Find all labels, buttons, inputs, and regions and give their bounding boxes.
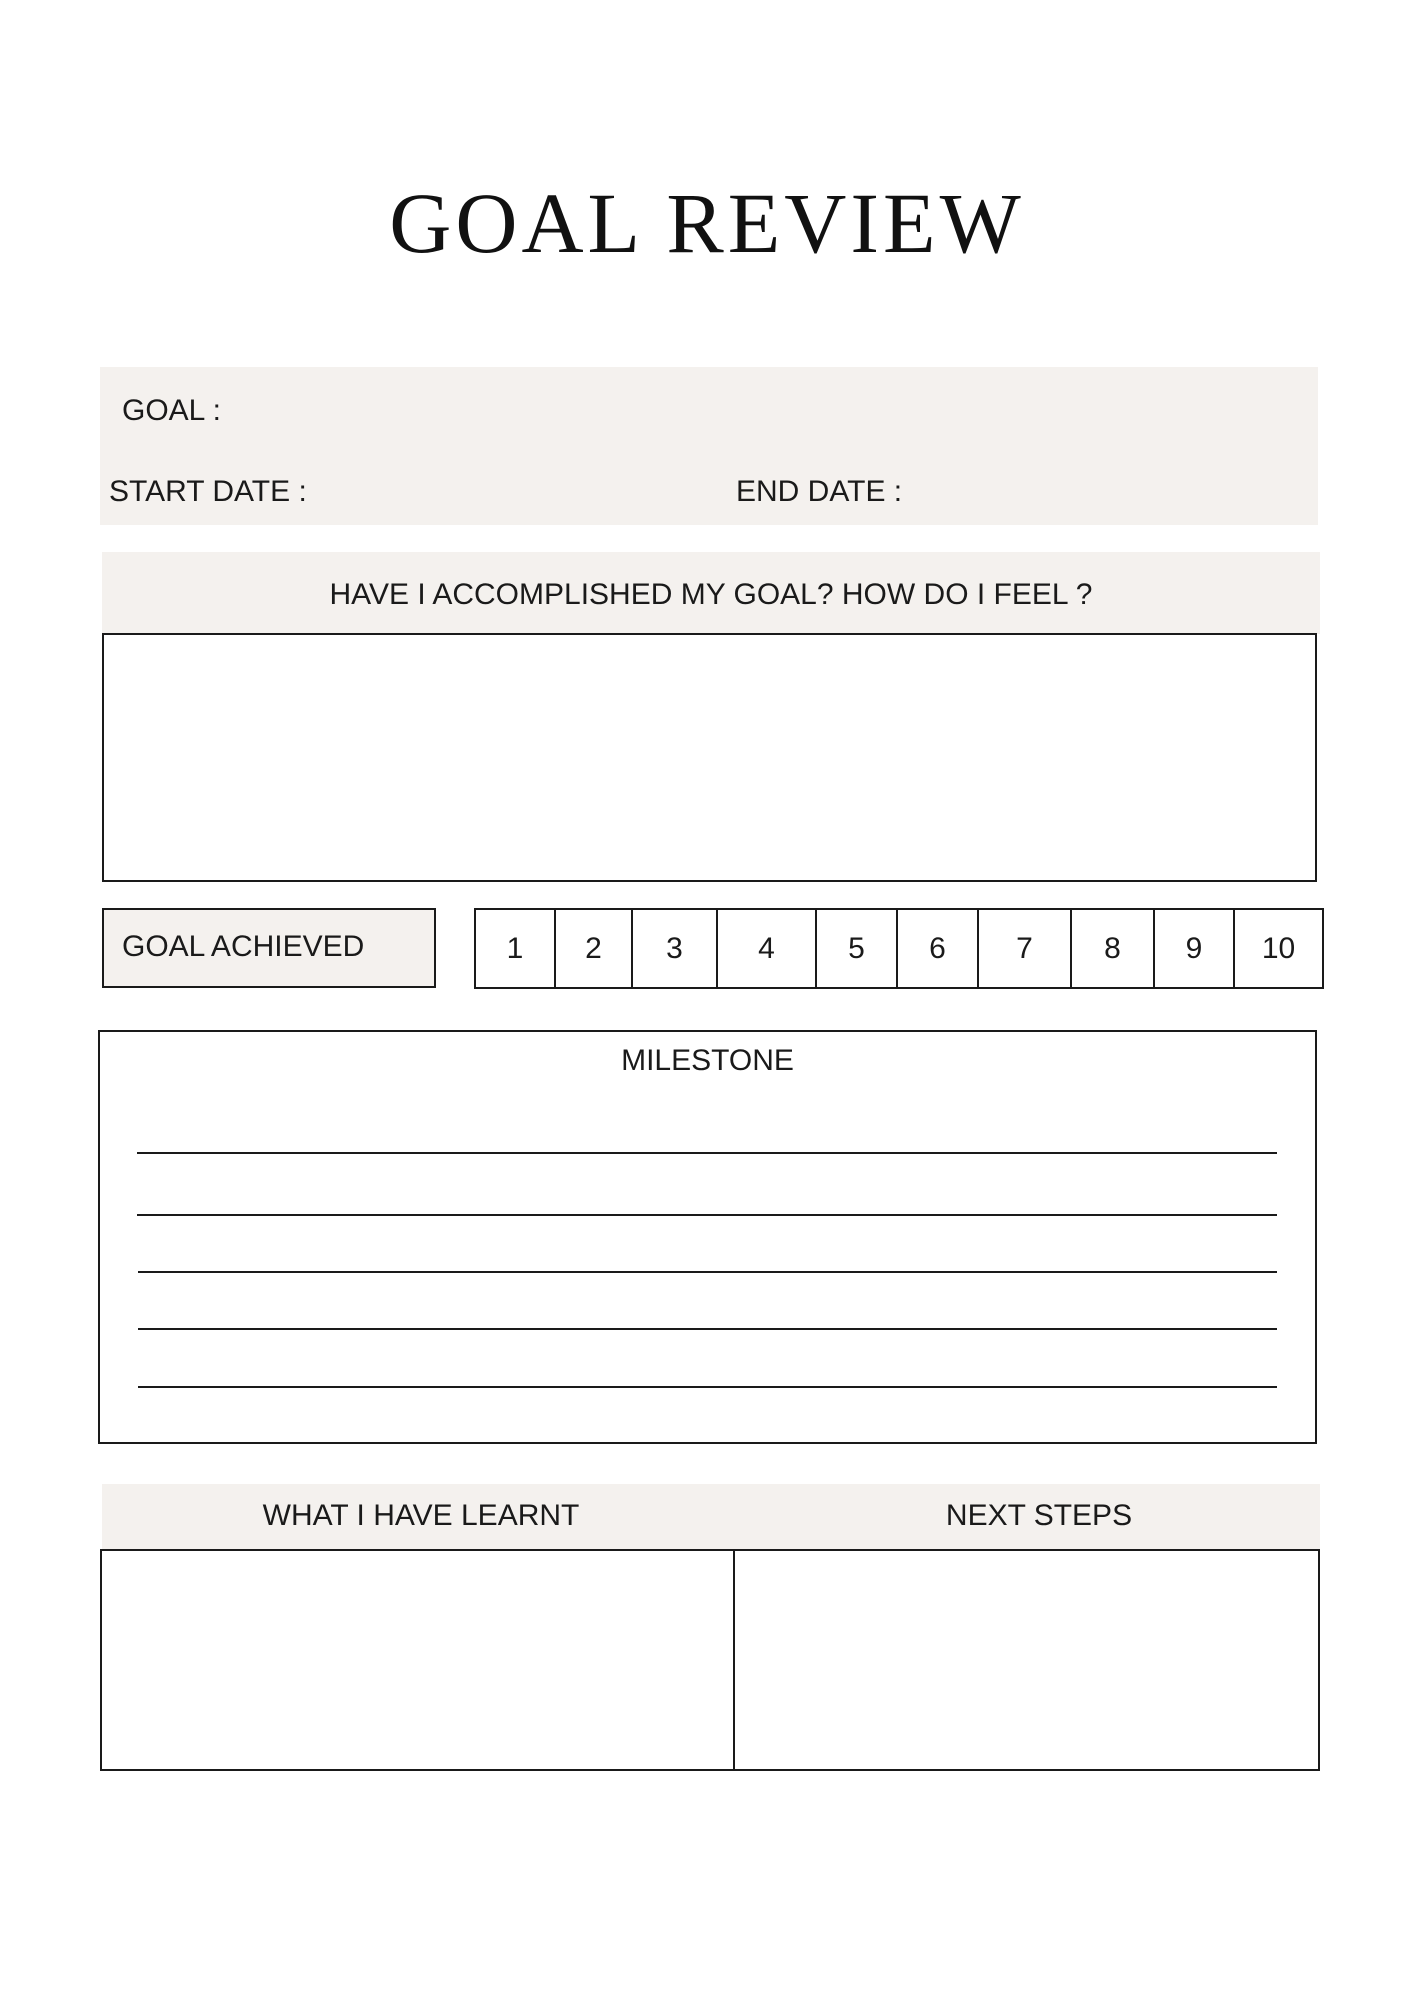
rating-option[interactable]: 9 [1155,910,1235,987]
next-steps-label: NEXT STEPS [945,1499,1133,1532]
rating-option[interactable]: 6 [898,910,979,987]
start-date-label: START DATE : [109,475,307,508]
rating-option[interactable]: 5 [817,910,898,987]
goal-rating-scale [474,908,1324,989]
milestone-box [98,1030,1317,1444]
goal-achieved-label: GOAL ACHIEVED [122,930,365,963]
milestone-line[interactable] [137,1214,1277,1216]
rating-option[interactable]: 7 [979,910,1072,987]
next-steps-answer-area[interactable] [737,1553,1316,1767]
learnt-answer-area[interactable] [104,1553,730,1767]
rating-option[interactable]: 1 [476,910,556,987]
goal-field[interactable] [230,380,1310,440]
reflection-question: HAVE I ACCOMPLISHED MY GOAL? HOW DO I FEEL ? [329,578,1093,611]
page-title: GOAL REVIEW [389,175,1025,271]
milestone-line[interactable] [138,1328,1277,1330]
goal-label: GOAL : [122,394,221,427]
learnt-label: WHAT I HAVE LEARNT [262,1499,580,1532]
milestone-line[interactable] [138,1386,1277,1388]
rating-option[interactable]: 4 [718,910,817,987]
start-date-field[interactable] [310,462,710,520]
end-date-field[interactable] [930,462,1310,520]
end-date-label: END DATE : [736,475,903,508]
milestone-line[interactable] [138,1271,1277,1273]
rating-option[interactable]: 2 [556,910,633,987]
column-divider [733,1549,735,1771]
milestone-line[interactable] [137,1152,1277,1154]
rating-option[interactable]: 3 [633,910,718,987]
reflection-answer-box[interactable] [102,633,1317,882]
milestone-label: MILESTONE [621,1044,794,1077]
rating-option[interactable]: 10 [1261,931,1296,965]
rating-option[interactable]: 8 [1072,910,1155,987]
